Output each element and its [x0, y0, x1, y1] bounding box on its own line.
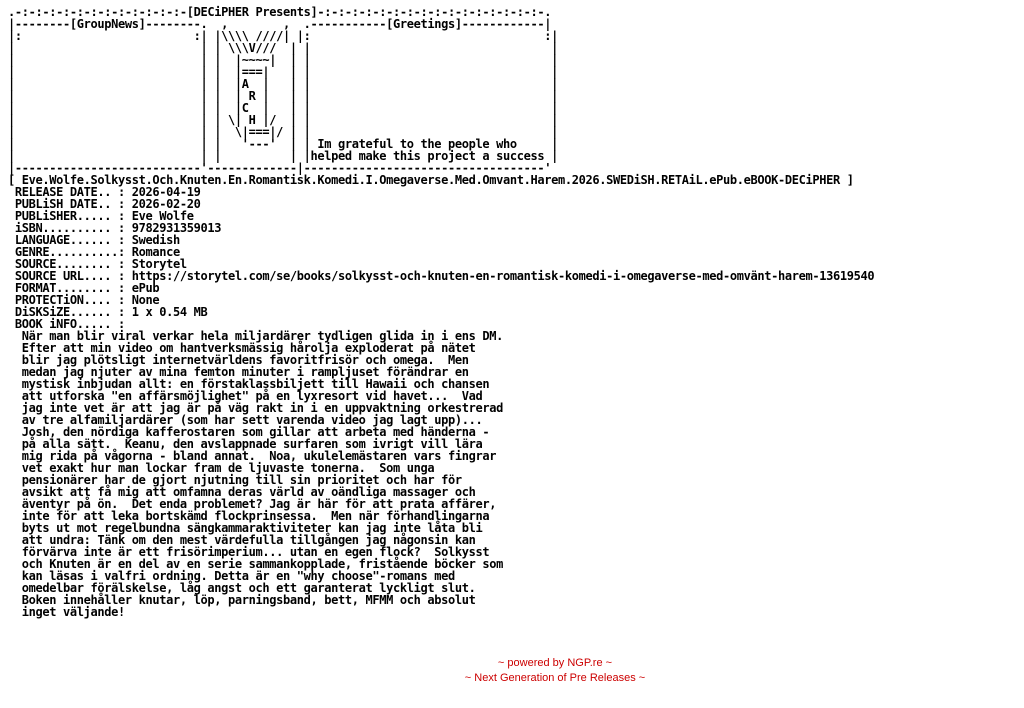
nfo-line: omedelbar förälskelse, låg angst och ett garanterat lyckligt slut.	[8, 581, 476, 595]
nfo-line: |: :| |\\\\ ////| |: :|	[8, 29, 558, 43]
nfo-line: byts ut mot regelbundna sängkammaraktiviteter kan jag inte låta bli	[8, 521, 483, 535]
nfo-line: [ Eve.Wolfe.Solkysst.Och.Knuten.En.Romantisk.Komedi.I.Omegaverse.Med.Omvant.Harem.2026.SWEDiSH.RETAiL.ePub.eBOOK-DECiPHER ]	[8, 173, 854, 187]
nfo-line: | | | |A | | | |	[8, 77, 558, 91]
nfo-line: FORMAT........ : ePub	[8, 281, 160, 295]
nfo-line: Efter att min video om hantverksmässig hårolja exploderat på nätet	[8, 341, 476, 355]
nfo-line: att undra: Tänk om den mest värdefulla tillgången jag någonsin kan	[8, 533, 476, 547]
nfo-line: inget väljande!	[8, 605, 125, 619]
nfo-line: |--------[GroupNews]--------. , , .-----------[Greetings]------------|	[8, 17, 552, 31]
nfo-line: | | | \| H |/ | | |	[8, 113, 558, 127]
nfo-line: av tre alfamiljardärer (som har sett varenda video jag lagt upp)...	[8, 413, 483, 427]
nfo-line: vet exakt hur man lockar fram de ljuvaste tonerna. Som unga	[8, 461, 435, 475]
nfo-line: LANGUAGE...... : Swedish	[8, 233, 180, 247]
nfo-line: GENRE..........: Romance	[8, 245, 180, 259]
nfo-line: | | | |===| | | |	[8, 65, 558, 79]
nfo-line: .-:-:-:-:-:-:-:-:-:-:-:-:-[DECiPHER Presents]-:-:-:-:-:-:-:-:-:-:-:-:-:-:-:-:-.	[8, 5, 552, 19]
nfo-line: | | | |C | | | |	[8, 101, 558, 115]
nfo-line: på alla sätt. Keanu, den avslappnade surfaren som ivrigt vill lära	[8, 437, 483, 451]
nfo-line: | | | \\\V/// | | |	[8, 41, 558, 55]
nfo-line: PUBLiSH DATE.. : 2026-02-20	[8, 197, 201, 211]
nfo-line: medan jag njuter av mina femton minuter i rampljuset förändrar en	[8, 365, 469, 379]
nfo-line: BOOK iNFO..... :	[8, 317, 125, 331]
nfo-line: | | | '---' | | Im grateful to the people who |	[8, 137, 558, 151]
nfo-line: blir jag plötsligt internetvärldens favoritfrisör och omega. Men	[8, 353, 469, 367]
nfo-line: | | | | |helped make this project a success |	[8, 149, 558, 163]
nfo-line: SOURCE........ : Storytel	[8, 257, 187, 271]
nfo-line: När man blir viral verkar hela miljardärer tydligen glida in i ens DM.	[8, 329, 503, 343]
nfo-line: SOURCE URL.... : https://storytel.com/se/books/solkysst-och-knuten-en-romantisk-komedi-i-omegaverse-med-omvänt-harem-13619540	[8, 269, 875, 283]
nfo-line: jag inte vet är att jag är på väg rakt in i en uppvaktning orkestrerad	[8, 401, 503, 415]
nfo-line: Josh, den nördiga kafferostaren som gillar att arbeta med händerna -	[8, 425, 490, 439]
nfo-line: pensionärer har de gjort njutning till sin prioritet och har för	[8, 473, 462, 487]
nfo-line: inte för att leka bortskämd flockprinsessa. Men när förhandlingarna	[8, 509, 490, 523]
nfo-line: | | | |~~~~| | | |	[8, 53, 558, 67]
footer-tagline: ~ Next Generation of Pre Releases ~	[464, 672, 646, 684]
nfo-line: |---------------------------'-------------|-----------------------------------'	[8, 161, 552, 175]
nfo-text	[8, 6, 874, 618]
nfo-line: RELEASE DATE.. : 2026-04-19	[8, 185, 201, 199]
nfo-line: PUBLiSHER..... : Eve Wolfe	[8, 209, 194, 223]
nfo-line: Boken innehåller knutar, löp, parningsband, bett, MFMM och absolut	[8, 593, 476, 607]
nfo-line: och Knuten är en del av en serie sammankopplade, fristående böcker som	[8, 557, 503, 571]
nfo-line: avsikt att få mig att omfamna deras värld av oändliga massager och	[8, 485, 476, 499]
nfo-line: kan läsas i valfri ordning. Detta är en "why choose"-romans med	[8, 569, 455, 583]
nfo-line: PROTECTiON.... : None	[8, 293, 160, 307]
nfo-line: mig rida på vågorna - bland annat. Noa, ukulelemästaren vars fingrar	[8, 449, 497, 463]
nfo-line: mystisk inbjudan allt: en förstaklassbiljett till Hawaii och chansen	[8, 377, 490, 391]
footer	[0, 656, 1024, 686]
nfo-line: iSBN.......... : 9782931359013	[8, 221, 222, 235]
nfo-line: | | | | R | | | |	[8, 89, 558, 103]
nfo-line: äventyr på ön. Det enda problemet? Jag är här för att prata affärer,	[8, 497, 497, 511]
nfo-line: DiSKSiZE...... : 1 x 0.54 MB	[8, 305, 208, 319]
footer-powered-by: ~ powered by NGP.re ~	[497, 657, 613, 669]
nfo-line: att utforska "en affärsmöjlighet" på en lyxresort vid havet... Vad	[8, 389, 483, 403]
nfo-line: | | | \|===|/ | | |	[8, 125, 558, 139]
nfo-line: förvärva inte är ett frisörimperium... utan en egen flock? Solkysst	[8, 545, 490, 559]
